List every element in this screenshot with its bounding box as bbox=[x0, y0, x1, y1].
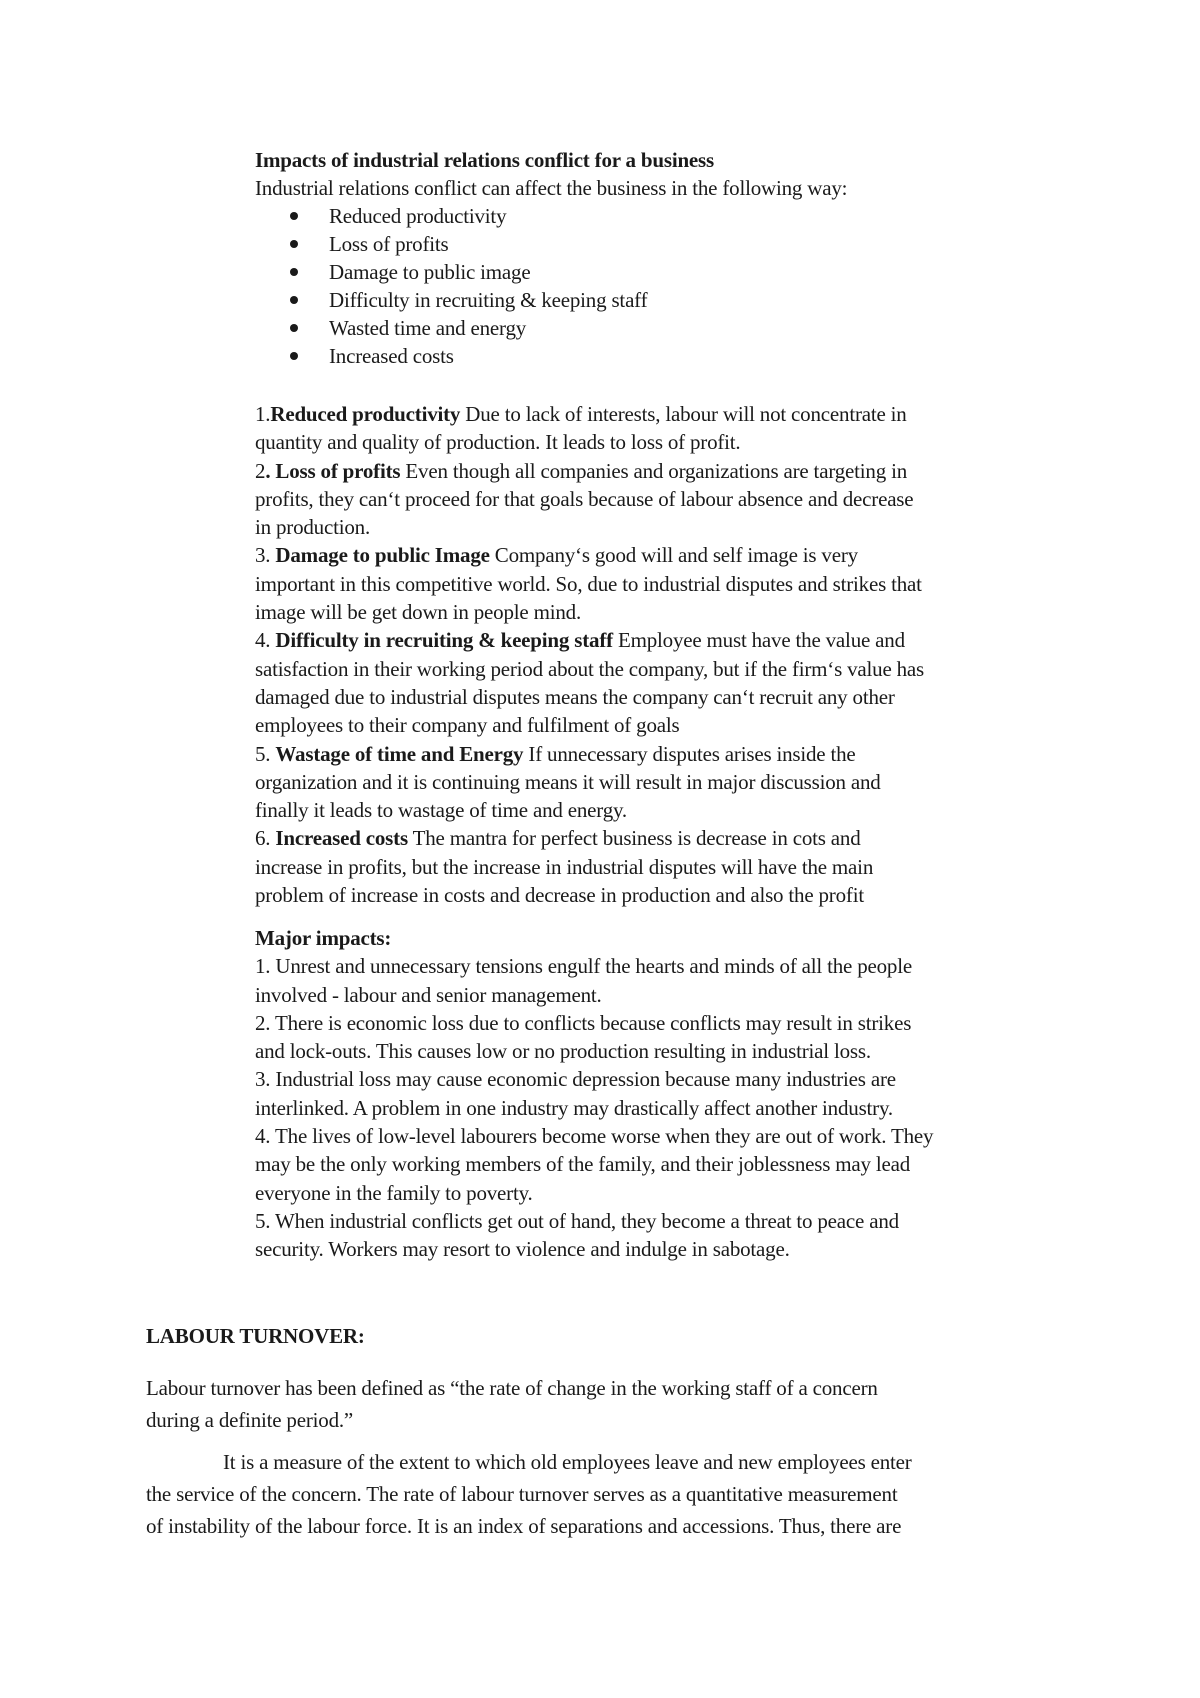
major-impact-line: security. Workers may resort to violence and indulge in sabotage. bbox=[255, 1237, 790, 1262]
detail-heading: Difficulty in recruiting & keeping staff bbox=[275, 628, 613, 653]
bullet-dot-icon bbox=[290, 352, 298, 360]
labour-turnover-section bbox=[146, 1322, 365, 1350]
detail-loss-of-profits: 2. Loss of profits Even though all companies and organizations are targeting in profits, they can‘t proceed for that goals because of labour absence and decrease in production. bbox=[255, 458, 914, 540]
labour-turnover-definition: Labour turnover has been defined as “the rate of change in the working staff of a concern during a definite period.” bbox=[146, 1376, 878, 1432]
impact-details bbox=[255, 400, 924, 909]
bullet-dot-icon bbox=[290, 296, 298, 304]
bullet-dot-icon bbox=[290, 324, 298, 332]
bullet-item: Increased costs bbox=[255, 342, 847, 370]
detail-difficulty-recruiting: 4. Difficulty in recruiting & keeping staff Employee must have the value and satisfaction in their working period about the company, but if the firm‘s value has damaged due to industrial disputes means the company can‘t recruit any other employees to their company and fulfilment of goals bbox=[255, 628, 925, 738]
major-impact-line: 1. Unrest and unnecessary tensions engulf the hearts and minds of all the people bbox=[255, 954, 912, 979]
bullet-item: Difficulty in recruiting & keeping staff bbox=[255, 286, 847, 314]
bullet-dot-icon bbox=[290, 268, 298, 276]
major-impacts-title: Major impacts: bbox=[255, 926, 392, 950]
detail-heading: . Loss of profits bbox=[265, 458, 401, 483]
major-impact-line: involved - labour and senior management. bbox=[255, 982, 602, 1007]
major-impact-line: everyone in the family to poverty. bbox=[255, 1180, 533, 1205]
detail-heading: Wastage of time and Energy bbox=[275, 741, 524, 766]
major-impact-line: 4. The lives of low-level labourers become worse when they are out of work. They bbox=[255, 1124, 934, 1149]
bullet-item: Wasted time and energy bbox=[255, 314, 847, 342]
bullet-dot-icon bbox=[290, 212, 298, 220]
detail-wastage-time-energy: 5. Wastage of time and Energy If unnecessary disputes arises inside the organization and it is continuing means it will result in major discussion and finally it leads to wastage of time and energy. bbox=[255, 741, 881, 823]
detail-heading: Increased costs bbox=[275, 826, 408, 851]
detail-reduced-productivity: 1.Reduced productivity Due to lack of interests, labour will not concentrate in quantity and quality of production. It leads to loss of profit. bbox=[255, 402, 907, 455]
detail-heading: Reduced productivity bbox=[270, 402, 461, 426]
impacts-bullet-list bbox=[255, 202, 847, 370]
labour-turnover-heading: LABOUR TURNOVER: bbox=[146, 1324, 365, 1348]
detail-increased-costs: 6. Increased costs The mantra for perfect business is decrease in cots and increase in profits, but the increase in industrial disputes will have the main problem of increase in costs and decrease in production and also the profit bbox=[255, 826, 874, 908]
major-impact-line: 5. When industrial conflicts get out of hand, they become a threat to peace and bbox=[255, 1208, 899, 1233]
bullet-item: Damage to public image bbox=[255, 258, 847, 286]
impacts-section bbox=[255, 146, 847, 370]
section-title: Impacts of industrial relations conflict for a business bbox=[255, 148, 714, 172]
detail-damage-public-image: 3. Damage to public Image Company‘s good will and self image is very important in this competitive world. So, due to industrial disputes and strikes that image will be get down in people mind. bbox=[255, 543, 922, 625]
major-impacts-section bbox=[255, 924, 933, 1264]
bullet-item: Loss of profits bbox=[255, 230, 847, 258]
major-impact-line: 2. There is economic loss due to conflicts because conflicts may result in strikes bbox=[255, 1010, 912, 1035]
bullet-item: Reduced productivity bbox=[255, 202, 847, 230]
major-impact-line: 3. Industrial loss may cause economic depression because many industries are bbox=[255, 1067, 896, 1092]
major-impact-line: interlinked. A problem in one industry may drastically affect another industry. bbox=[255, 1095, 893, 1120]
bullet-dot-icon bbox=[290, 240, 298, 248]
section-intro: Industrial relations conflict can affect the business in the following way: bbox=[255, 176, 848, 200]
major-impact-line: and lock-outs. This causes low or no production resulting in industrial loss. bbox=[255, 1039, 871, 1064]
labour-turnover-paragraph: It is a measure of the extent to which old employees leave and new employees enter the service of the concern. The rate of labour turnover serves as a quantitative measurement of instability of the labour force. It is an index of separations and accessions. Thus, there are bbox=[146, 1450, 912, 1538]
detail-heading: Damage to public Image bbox=[275, 543, 490, 568]
major-impact-line: may be the only working members of the family, and their joblessness may lead bbox=[255, 1152, 911, 1177]
